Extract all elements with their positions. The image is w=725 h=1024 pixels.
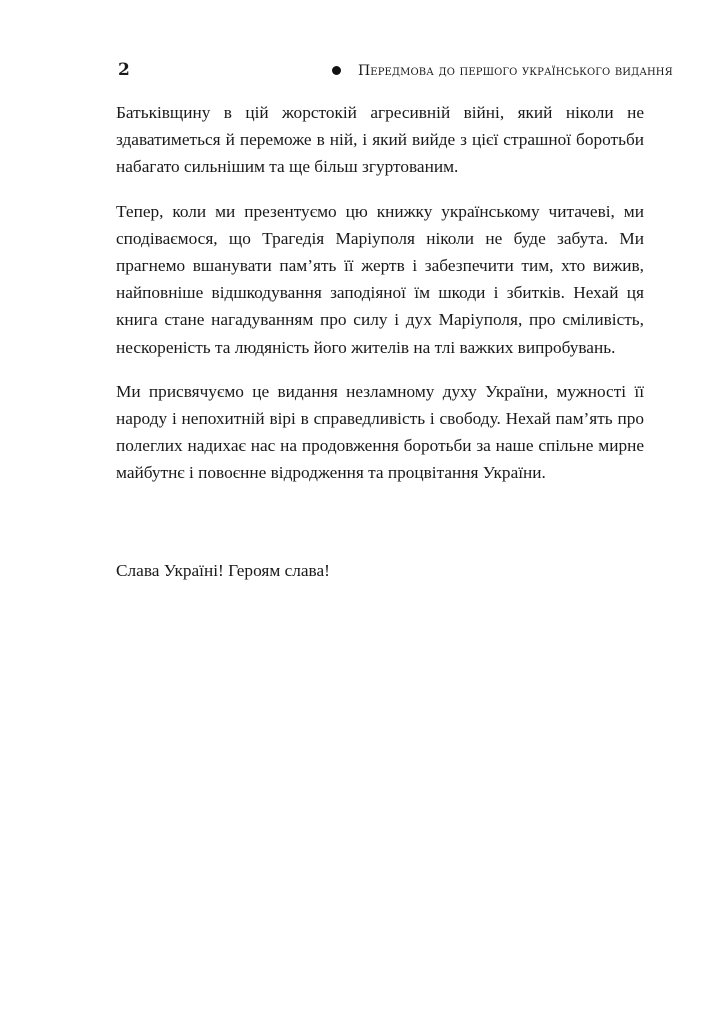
running-title: Передмова до першого українського видання — [358, 63, 673, 79]
running-header — [116, 58, 673, 82]
body-text — [116, 99, 644, 504]
page-number: 2 — [118, 60, 130, 80]
book-page — [116, 0, 673, 1024]
bullet-icon — [332, 66, 341, 75]
paragraph-1: Батьківщину в цій жорстокій агресивній війні, який ніколи не здаватиметься й переможе в ній, і який вийде з цієї страшної боротьби набагато сильнішим та ще більш згуртованим. — [116, 103, 644, 177]
paragraph-3: Ми присвячуємо це видання незламному духу України, мужності її народу і непохитній вірі в справедливість і свободу. Нехай пам’ять про полеглих надихає нас на продовження боротьби за наше спільне мирне майбутнє і повоєнне відродження та процвітання України. — [116, 381, 644, 483]
paragraph-2: Тепер, коли ми презентуємо цю книжку українському читачеві, ми сподіваємося, що Трагедія Маріуполя ніколи не буде забута. Ми прагнемо вшанувати пам’ять її жертв і забезпечити тим, хто вижив, найповніше відшкодування заподіяної їм шкоди і збитків. Нехай ця книга стане нагадуванням про силу і дух Маріуполя, про сміливість, нескореність та людяність його жителів на тлі важких випробувань. — [116, 201, 644, 357]
closing-line: Слава Україні! Героям слава! — [116, 561, 330, 581]
